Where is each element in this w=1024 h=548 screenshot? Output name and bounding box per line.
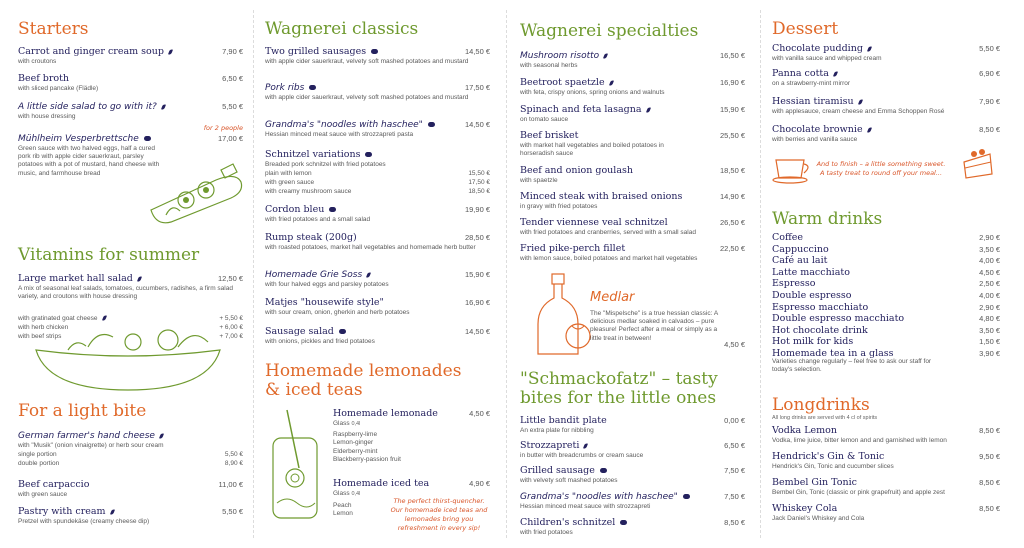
dessert-note: And to finish – a little something sweet. A tasty treat to round off your meal... — [816, 160, 946, 177]
vegetarian-icon — [161, 103, 166, 110]
menu-item: Panna cotta 6,90 € on a strawberry-mint mirror — [772, 68, 1000, 87]
section-title-longdrinks: Longdrinks — [772, 395, 870, 415]
menu-item: Grandma's "noodles with haschee" 7,50 € Hessian minced meat sauce with strozzapreti — [520, 492, 745, 510]
menu-item: Two grilled sausages 14,50 € with apple cider sauerkraut, velvety soft mashed potatoes and mustard — [265, 46, 490, 65]
coffee-cup-illustration — [772, 150, 816, 184]
section-title-kids: "Schmackofatz" – tasty bites for the little ones — [520, 369, 718, 408]
vegetarian-icon — [646, 106, 651, 113]
menu-item: Mushroom risotto 16,50 € with seasonal herbs — [520, 51, 745, 69]
menu-item: Chocolate pudding 5,50 € with vanilla sauce and whipped cream — [772, 43, 1000, 62]
vegetarian-icon — [137, 275, 142, 282]
extras-list: with gratinated goat cheese + 5,50 € with herb chicken + 6,00 € with beef strips + 7,00 € — [18, 315, 243, 340]
section-title-lemonades: Homemade lemonades & iced teas — [265, 361, 462, 400]
menu-item: Minced steak with braised onions 14,90 € in gravy with fried potatoes — [520, 191, 745, 210]
drink-price: 4,50 € — [979, 267, 1000, 277]
drink-name: Café au lait — [772, 255, 828, 267]
section-title-starters: Starters — [18, 19, 89, 39]
section-title-light-bite: For a light bite — [18, 401, 147, 421]
menu-item: Tender viennese veal schnitzel 26,50 € with fried potatoes and cranberries, served with a small salad — [520, 217, 745, 236]
drink-row — [772, 336, 1000, 348]
menu-item: for 2 people Mühlheim Vesperbrettsche 17,00 € Green sauce with two halved eggs, half a cured pork rib with apple cider sauerkraut, parsley potatoes with a pot of mustard, hand cheese with music, and farmhouse bread — [18, 124, 243, 177]
drink-row — [772, 313, 1000, 325]
section-title-warm-drinks: Warm drinks — [772, 209, 883, 229]
menu-item: Homemade lemonade 4,50 € Glass 0,4l Raspberry-lime Lemon-ginger Elderberry-mint Blackberry-passion fruit — [333, 408, 490, 463]
drink-price: 1,50 € — [979, 337, 1000, 347]
vegetarian-icon — [110, 508, 115, 515]
drink-name: Coffee — [772, 232, 803, 243]
menu-item: Strozzapreti 6,50 € in butter with breadcrumbs or cream sauce — [520, 440, 745, 459]
menu-item: Large market hall salad 12,50 € A mix of seasonal leaf salads, tomatoes, cucumbers, radishes, a firm salad variety, and croutons with house dressing — [18, 273, 243, 301]
menu-item: Beef and onion goulash 18,50 € with spaetzle — [520, 165, 745, 184]
drink-name: Espresso — [772, 278, 816, 290]
vegetarian-icon — [867, 45, 872, 52]
pork-icon — [365, 152, 372, 157]
menu-item: Fried pike-perch fillet 22,50 € with lemon sauce, boiled potatoes and market hall vegetables — [520, 243, 745, 262]
section-title-dessert: Dessert — [772, 19, 839, 39]
menu-item: A little side salad to go with it? 5,50 € with house dressing — [18, 102, 243, 120]
drink-row — [772, 325, 1000, 337]
tiramisu-cake-illustration — [960, 144, 996, 180]
menu-item: Children's schnitzel 8,50 € with fried potatoes — [520, 517, 745, 536]
menu-item: Beef broth 6,50 € with sliced pancake (Flädle) — [18, 73, 243, 92]
drink-row — [772, 290, 1000, 302]
menu-item: Pork ribs 17,50 € with apple cider sauerkraut, velvety soft mashed potatoes and mustard — [265, 83, 490, 101]
pork-icon — [339, 329, 346, 334]
medlar-description: The "Mispelsche" is a true hessian classic: A delicious medlar soaked in calvados – pure pleasure! Perfect after a meal or simply as a little treat in between! — [590, 310, 718, 342]
vegetarian-icon — [833, 70, 838, 77]
drink-row — [772, 278, 1000, 290]
vegetarian-icon — [609, 79, 614, 86]
drink-price: 2,90 € — [979, 233, 1000, 242]
drink-name: Cappuccino — [772, 243, 829, 255]
pork-icon — [309, 85, 316, 90]
menu-item: Beef carpaccio 11,00 € with green sauce — [18, 479, 243, 498]
longdrinks-subtitle: All long drinks are served with 4 cl of spirits — [772, 415, 878, 421]
medlar-price: 4,50 € — [724, 340, 745, 349]
drink-name: Latte macchiato — [772, 266, 850, 278]
column-divider — [760, 10, 761, 538]
drink-price: 2,50 € — [979, 279, 1000, 289]
drink-name: Homemade tea in a glass — [772, 348, 894, 359]
menu-item: Spinach and feta lasagna 15,90 € on tomato sauce — [520, 104, 745, 123]
drink-name: Hot chocolate drink — [772, 324, 868, 336]
pork-icon — [620, 520, 627, 525]
section-title-classics: Wagnerei classics — [265, 19, 419, 39]
drink-price: 4,00 € — [979, 291, 1000, 300]
medlar-title: Medlar — [590, 290, 635, 305]
vegetarian-icon — [867, 126, 872, 133]
menu-item: Bembel Gin Tonic 8,50 € Bembel Gin, Tonic (classic or pink grapefruit) and apple zest — [772, 477, 1000, 496]
menu-item: Homemade Grie Soss 15,90 € with four halved eggs and parsley potatoes — [265, 270, 490, 288]
menu-item: German farmer's hand cheese with "Musik" (onion vinaigrette) or herb sour cream single portion 5,50 € double portion 8,90 € — [18, 431, 243, 468]
column-1 — [18, 0, 243, 548]
column-divider — [506, 10, 507, 538]
menu-item: Cordon bleu 19,90 € with fried potatoes and a small salad — [265, 204, 490, 223]
menu-item: Homemade iced tea 4,90 € Glass 0,4l Peach Lemon — [333, 478, 490, 518]
pork-icon — [428, 122, 435, 127]
section-title-specialties: Wagnerei specialties — [520, 21, 699, 41]
column-4 — [772, 0, 1000, 548]
drink-price: 3,90 € — [979, 349, 1000, 358]
drink-name: Hot milk for kids — [772, 336, 854, 348]
menu-item: Matjes "housewife style" 16,90 € with sour cream, onion, gherkin and herb potatoes — [265, 297, 490, 316]
menu-item: Hessian tiramisu 7,90 € with applesauce, cream cheese and Emma Schoppen Rosé — [772, 96, 1000, 115]
drink-price: 3,50 € — [979, 325, 1000, 335]
section-title-vitamins: Vitamins for summer — [18, 245, 200, 265]
warm-drinks-note: Varieties change regularly – feel free to ask our staff for today's selection. — [772, 358, 932, 374]
menu-item: Rump steak (200g) 28,50 € with roasted potatoes, market hall vegetables and homemade herb butter — [265, 232, 490, 251]
drink-row — [772, 267, 1000, 279]
drink-row — [772, 232, 1000, 244]
menu-item: Beetroot spaetzle 16,90 € with feta, crispy onions, spring onions and walnuts — [520, 77, 745, 96]
vegetarian-icon — [583, 442, 588, 449]
menu-item: Hendrick's Gin & Tonic 9,50 € Hendrick's Gin, Tonic and cucumber slices — [772, 451, 1000, 470]
drink-name: Double espresso — [772, 290, 852, 301]
medlar-bottle-illustration — [534, 272, 596, 360]
drink-price: 3,50 € — [979, 244, 1000, 254]
vegetarian-icon — [159, 432, 164, 439]
column-2 — [265, 0, 490, 548]
drink-price: 4,80 € — [979, 314, 1000, 324]
lemonade-jar-illustration — [265, 408, 327, 523]
vegetarian-icon — [858, 98, 863, 105]
pork-icon — [371, 49, 378, 54]
pork-icon — [683, 494, 690, 499]
drink-row — [772, 302, 1000, 314]
pork-icon — [329, 207, 336, 212]
drink-price: 2,90 € — [979, 302, 1000, 312]
lemonades-note: The perfect thirst-quencher. Our homemade iced teas and lemonades bring you refreshment in every sip! — [390, 497, 488, 532]
menu-item: Pastry with cream 5,50 € Pretzel with spundekäse (creamy cheese dip) — [18, 506, 243, 525]
menu-item: Grilled sausage 7,50 € with velvety soft mashed potatoes — [520, 465, 745, 484]
drink-price: 4,00 € — [979, 256, 1000, 266]
vegetarian-icon — [366, 271, 371, 278]
drink-row — [772, 244, 1000, 256]
menu-item: Little bandit plate 0,00 € An extra plate for nibbling — [520, 415, 745, 434]
menu-item: Chocolate brownie 8,50 € with berries and vanilla sauce — [772, 124, 1000, 143]
vegetarian-icon — [168, 48, 173, 55]
menu-item: Carrot and ginger cream soup 7,90 € with croutons — [18, 46, 243, 65]
drink-row — [772, 255, 1000, 267]
pork-icon — [144, 136, 151, 141]
menu-item: Sausage salad 14,50 € with onions, pickles and fried potatoes — [265, 326, 490, 345]
menu-item: Vodka Lemon 8,50 € Vodka, lime juice, bitter lemon and and garnished with lemon — [772, 425, 1000, 444]
menu-item: Schnitzel variations Breaded pork schnitzel with fried potatoes plain with lemon 15,50 € with green sauce 17,50 € with creamy mushroom sauce 18,50 € — [265, 149, 490, 196]
menu-item: Beef brisket 25,50 € with market hall vegetables and boiled potatoes in horseradish sauce — [520, 130, 745, 158]
drink-name: Espresso macchiato — [772, 301, 869, 313]
menu-item: Whiskey Cola 8,50 € Jack Daniel's Whiskey and Cola — [772, 503, 1000, 522]
vegetarian-icon — [102, 315, 107, 322]
menu-item: Grandma's "noodles with haschee" 14,50 € Hessian minced meat sauce with strozzapreti pasta — [265, 120, 490, 138]
drink-name: Double espresso macchiato — [772, 313, 905, 325]
column-divider — [253, 10, 254, 538]
cutting-board-illustration — [146, 160, 246, 225]
pork-icon — [600, 468, 607, 473]
salad-bowl-illustration — [28, 322, 228, 392]
column-3 — [520, 0, 745, 548]
vegetarian-icon — [603, 52, 608, 59]
